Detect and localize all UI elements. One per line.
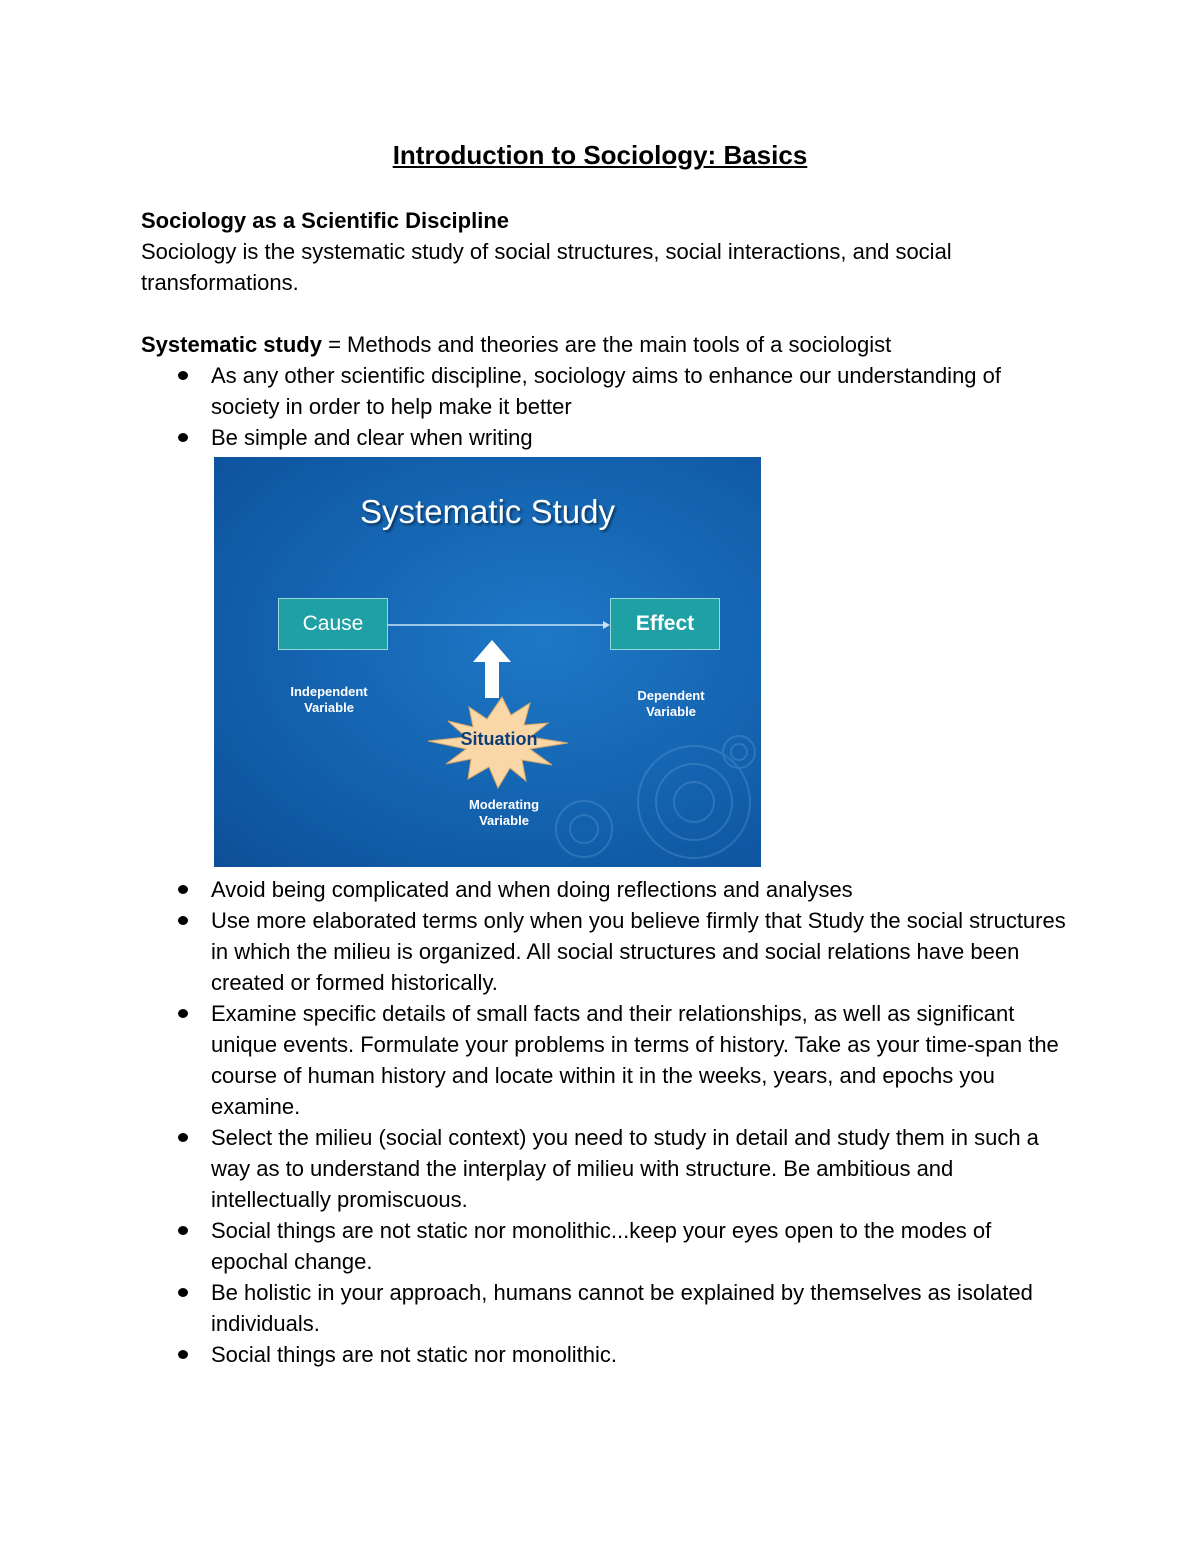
systematic-study-line xyxy=(141,329,1091,360)
systematic-definition: = Methods and theories are the main tools of a sociologist xyxy=(321,332,892,357)
bullet-dot-icon xyxy=(178,916,188,925)
intro-paragraph: Sociology is the systematic study of social structures, social interactions, and social transformations. xyxy=(141,239,952,295)
list-item-text: Be simple and clear when writing xyxy=(211,425,533,450)
list-item xyxy=(0,905,1071,998)
list-item xyxy=(0,1339,1071,1370)
list-item-text: Select the milieu (social context) you need to study in detail and study them in such a way as to understand the interplay of milieu with structure. Be ambitious and intellectually promiscuous. xyxy=(211,1125,1039,1212)
bullet-dot-icon xyxy=(178,1350,188,1359)
cause-effect-arrowhead xyxy=(603,621,610,629)
list-item xyxy=(0,1215,1071,1277)
independent-variable-label: Independent Variable xyxy=(290,684,368,715)
list-item-text: Be holistic in your approach, humans cannot be explained by themselves as isolated individuals. xyxy=(211,1280,1033,1336)
section-heading: Sociology as a Scientific Discipline xyxy=(141,208,510,233)
bullet-dot-icon xyxy=(178,1288,188,1297)
list-item xyxy=(0,1277,1071,1339)
list-item xyxy=(0,1122,1071,1215)
bullet-dot-icon xyxy=(178,433,188,442)
bullet-dot-icon xyxy=(178,1009,188,1018)
bullet-list-top xyxy=(0,360,1200,453)
bullet-dot-icon xyxy=(178,1226,188,1235)
list-item xyxy=(0,422,1071,453)
document-title: Introduction to Sociology: Basics xyxy=(392,140,808,170)
bullet-dot-icon xyxy=(178,885,188,894)
bullet-dot-icon xyxy=(178,371,188,380)
list-item xyxy=(0,360,1071,422)
list-item xyxy=(0,998,1071,1122)
list-item-text: Examine specific details of small facts and their relationships, as well as significant unique events. Formulate your problems in terms of history. Take as your time-span the course of human history and locate within it in the weeks, years, and epochs you examine. xyxy=(211,1001,1059,1119)
list-item-text: Avoid being complicated and when doing reflections and analyses xyxy=(211,877,853,902)
moderating-variable-label: Moderating Variable xyxy=(468,797,540,828)
list-item xyxy=(0,874,1071,905)
list-item-text: Social things are not static nor monolithic. xyxy=(211,1342,617,1367)
list-item-text: Use more elaborated terms only when you believe firmly that Study the social structures in which the milieu is organized. All social structures and social relations have been created or formed historically. xyxy=(211,908,1066,995)
systematic-study-slide xyxy=(214,457,761,867)
systematic-term: Systematic study xyxy=(141,332,322,357)
situation-label: Situation xyxy=(460,729,538,749)
slide-title: Systematic Study xyxy=(360,493,615,530)
dependent-variable-label: Dependent Variable xyxy=(637,688,705,719)
list-item-text: Social things are not static nor monolithic...keep your eyes open to the modes of epochal change. xyxy=(211,1218,992,1274)
bullet-list-bottom xyxy=(0,874,1200,1370)
ripple-decoration xyxy=(556,736,755,858)
up-arrow-icon xyxy=(473,640,511,698)
bullet-dot-icon xyxy=(178,1133,188,1142)
effect-box: Effect xyxy=(610,598,720,650)
cause-box: Cause xyxy=(278,598,388,650)
list-item-text: As any other scientific discipline, sociology aims to enhance our understanding of society in order to help make it better xyxy=(211,363,1002,419)
